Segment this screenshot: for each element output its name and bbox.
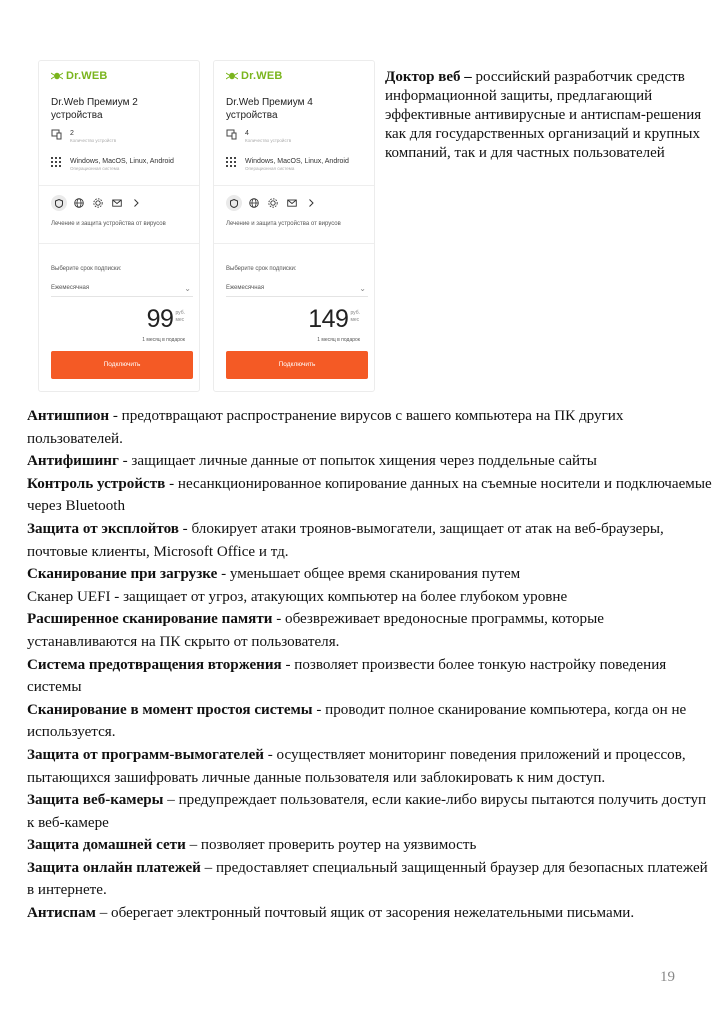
feature-name: Защита домашней сети	[27, 837, 186, 854]
globe-icon[interactable]	[74, 198, 84, 208]
feature-name: Контроль устройств	[27, 475, 166, 492]
globe-icon[interactable]	[249, 198, 259, 208]
feature-name: Сканирование при загрузке	[27, 566, 218, 583]
period-select[interactable]	[51, 280, 193, 297]
page-number: 19	[660, 969, 675, 985]
chevron-down-icon: ⌄	[359, 284, 366, 293]
price	[308, 305, 360, 333]
drweb-logo	[226, 69, 283, 83]
devices-icon	[51, 129, 62, 140]
feature-item	[27, 450, 717, 473]
os-grid-icon	[51, 157, 62, 168]
chevron-right-icon[interactable]	[131, 198, 141, 208]
currency: руб.	[350, 310, 360, 316]
per-month: мес	[350, 317, 360, 323]
feature-name: Система предотвращения вторжения	[27, 656, 282, 673]
feature-icons	[226, 195, 325, 211]
price	[147, 305, 185, 333]
feature-name: Защита онлайн платежей	[27, 859, 201, 876]
shield-icon[interactable]	[51, 195, 67, 211]
devices-label: Количество устройств	[70, 138, 117, 143]
subscribe-button[interactable]: Подключить	[51, 351, 193, 379]
period-value: Ежемесячная	[226, 285, 265, 291]
gear-icon[interactable]	[93, 198, 103, 208]
logo-text: Dr.WEB	[66, 70, 108, 82]
chevron-down-icon: ⌄	[184, 284, 191, 293]
feature-desc: - проводит полное сканирование компьютера, когда он не используется.	[27, 701, 687, 741]
price-value: 149	[308, 305, 349, 333]
period-value: Ежемесячная	[51, 285, 90, 291]
feature-desc: – предупреждает пользователя, если какие-либо вирусы пытаются получить доступ к веб-камере	[27, 792, 707, 831]
feature-item	[27, 789, 717, 834]
feature-name: Защита от программ-вымогателей	[27, 746, 264, 763]
gift-note: 1 месяц в подарок	[317, 337, 360, 343]
intro-paragraph	[385, 68, 715, 163]
feature-desc: – позволяет проверить роутер на уязвимость	[185, 837, 477, 854]
product-card	[213, 60, 375, 392]
feature-item	[27, 608, 717, 653]
os-label: Операционная система	[245, 166, 295, 171]
gear-icon[interactable]	[268, 198, 278, 208]
feature-name: Антиспам	[27, 905, 96, 922]
feature-desc: - блокирует атаки троянов-вымогатели, защищает от атак на веб-браузеры, почтовые клиенты, Microsoft Office и тд.	[27, 520, 664, 560]
feature-item	[27, 834, 717, 857]
feature-desc: Сканер UEFI - защищает от угроз, атакующих компьютер на более глубоком уровне	[27, 588, 568, 605]
intro-text: российский разработчик средств информационной защиты, предлагающий эффективные антивирусные и антиспам-решения как для государственных организаций и крупных компаний, так и для частных пользователей	[385, 69, 702, 161]
divider	[214, 243, 374, 244]
period-label: Выберите срок подписки:	[226, 266, 297, 272]
feature-desc: – оберегает электронный почтовый ящик от засорения нежелательными письмами.	[95, 905, 635, 922]
price-value: 99	[146, 305, 174, 333]
feature-desc: - уменьшает общее время сканирования путем	[217, 566, 521, 583]
devices-count: 2	[70, 130, 74, 137]
devices-label: Количество устройств	[245, 138, 292, 143]
feature-item	[27, 699, 717, 744]
feature-item	[27, 744, 717, 789]
feature-desc: - позволяет произвести более тонкую настройку поведения системы	[27, 656, 667, 696]
os-row	[51, 157, 174, 172]
feature-desc: - осуществляет мониторинг поведения приложений и процессов, пытающихся зашифровать личные данные пользователя или заблокировать к ним доступ.	[27, 746, 686, 786]
feature-text: Лечение и защита устройства от вирусов	[51, 221, 166, 227]
feature-item	[27, 857, 717, 902]
devices-row	[51, 129, 116, 144]
divider	[39, 243, 199, 244]
os-value: Windows, MacOS, Linux, Android	[245, 158, 349, 165]
chevron-right-icon[interactable]	[306, 198, 316, 208]
feature-name: Антифишинг	[27, 453, 119, 470]
drweb-logo	[51, 69, 108, 83]
shield-icon[interactable]	[226, 195, 242, 211]
feature-item	[27, 902, 717, 925]
feature-name: Сканирование в момент простоя системы	[27, 701, 313, 718]
feature-name: Антишпион	[27, 408, 110, 424]
subscribe-button[interactable]: Подключить	[226, 351, 368, 379]
feature-item	[27, 586, 717, 609]
per-month: мес	[175, 317, 185, 323]
feature-desc: - обезвреживает вредоносные программы, которые устанавливаются на ПК скрыто от пользователя.	[27, 611, 604, 650]
product-card	[38, 60, 200, 392]
feature-desc: - несанкционированное копирование данных на съемные носители и подключаемые через Bluetooth	[27, 475, 712, 515]
divider	[214, 185, 374, 186]
os-row	[226, 157, 349, 172]
feature-icons	[51, 195, 150, 211]
currency: руб.	[175, 310, 185, 316]
devices-icon	[226, 129, 237, 140]
spider-icon	[226, 71, 238, 81]
gift-note: 1 месяц в подарок	[142, 337, 185, 343]
spider-icon	[51, 71, 63, 81]
feature-item	[27, 405, 717, 450]
divider	[39, 185, 199, 186]
devices-count: 4	[245, 130, 249, 137]
feature-item	[27, 518, 717, 563]
feature-list	[27, 405, 717, 925]
product-title: Dr.Web Премиум 4 устройства	[226, 97, 313, 121]
feature-desc: – предоставляет специальный защищенный браузер для безопасных платежей в интернете.	[27, 859, 708, 899]
feature-desc: - предотвращают распространение вирусов с вашего компьютера на ПК других пользователей.	[27, 408, 624, 447]
feature-name: Защита от эксплойтов	[27, 520, 179, 537]
devices-row	[226, 129, 291, 144]
logo-text: Dr.WEB	[241, 70, 283, 82]
mail-icon[interactable]	[112, 198, 122, 208]
product-screenshot	[33, 60, 375, 390]
intro-title: Доктор веб –	[385, 69, 472, 85]
feature-text: Лечение и защита устройства от вирусов	[226, 221, 341, 227]
feature-item	[27, 473, 717, 518]
period-label: Выберите срок подписки:	[51, 266, 122, 272]
feature-item	[27, 654, 717, 699]
feature-desc: - защищает личные данные от попыток хищения через поддельные сайты	[118, 453, 597, 470]
period-select[interactable]	[226, 280, 368, 297]
os-grid-icon	[226, 157, 237, 168]
mail-icon[interactable]	[287, 198, 297, 208]
os-value: Windows, MacOS, Linux, Android	[70, 158, 174, 165]
os-label: Операционная система	[70, 166, 120, 171]
feature-name: Защита веб-камеры	[27, 792, 164, 809]
feature-item	[27, 563, 717, 586]
product-title: Dr.Web Премиум 2 устройства	[51, 97, 138, 121]
feature-name: Расширенное сканирование памяти	[27, 611, 273, 628]
